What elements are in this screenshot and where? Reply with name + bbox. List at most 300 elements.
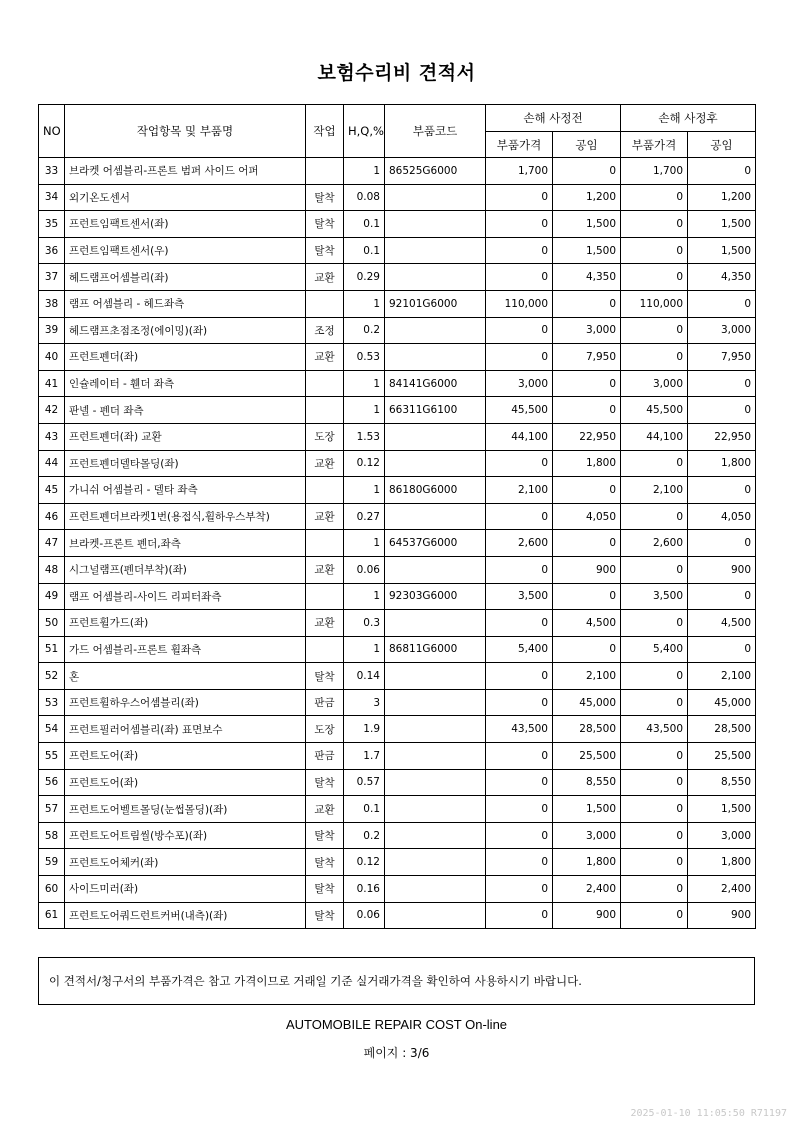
row-before-part-price: 110,000 bbox=[486, 290, 553, 317]
row-item-name: 인슐레이터 - 휀더 좌측 bbox=[65, 370, 306, 397]
row-hq: 0.27 bbox=[344, 503, 385, 530]
row-after-part-price: 1,700 bbox=[621, 158, 688, 185]
row-part-code: 86525G6000 bbox=[385, 158, 486, 185]
row-item-name: 혼 bbox=[65, 663, 306, 690]
header-item: 작업항목 및 부품명 bbox=[65, 105, 306, 158]
row-part-code bbox=[385, 423, 486, 450]
row-hq: 0.2 bbox=[344, 317, 385, 344]
row-after-labor: 3,000 bbox=[688, 317, 756, 344]
row-before-labor: 0 bbox=[553, 530, 621, 557]
row-after-labor: 0 bbox=[688, 397, 756, 424]
row-work: 탈착 bbox=[306, 822, 344, 849]
row-no: 34 bbox=[39, 184, 65, 211]
row-hq: 0.29 bbox=[344, 264, 385, 291]
row-after-part-price: 0 bbox=[621, 450, 688, 477]
row-item-name: 프런트도어쿼드런트커버(내측)(좌) bbox=[65, 902, 306, 929]
row-work: 교환 bbox=[306, 503, 344, 530]
row-hq: 0.06 bbox=[344, 902, 385, 929]
row-hq: 0.12 bbox=[344, 450, 385, 477]
row-part-code bbox=[385, 317, 486, 344]
row-before-labor: 3,000 bbox=[553, 822, 621, 849]
header-work: 작업 bbox=[306, 105, 344, 158]
table-row bbox=[39, 423, 756, 450]
row-part-code bbox=[385, 769, 486, 796]
table-row bbox=[39, 477, 756, 504]
table-row bbox=[39, 158, 756, 185]
row-part-code bbox=[385, 556, 486, 583]
row-part-code: 86180G6000 bbox=[385, 477, 486, 504]
row-work: 탈착 bbox=[306, 237, 344, 264]
row-hq: 1.9 bbox=[344, 716, 385, 743]
row-before-part-price: 0 bbox=[486, 264, 553, 291]
row-part-code bbox=[385, 663, 486, 690]
row-before-part-price: 0 bbox=[486, 822, 553, 849]
table-row bbox=[39, 583, 756, 610]
row-after-part-price: 43,500 bbox=[621, 716, 688, 743]
row-no: 36 bbox=[39, 237, 65, 264]
row-item-name: 프런트펜더브라켓1번(용접식,휠하우스부착) bbox=[65, 503, 306, 530]
row-hq: 0.08 bbox=[344, 184, 385, 211]
estimate-table bbox=[38, 104, 756, 929]
row-before-labor: 45,000 bbox=[553, 689, 621, 716]
header-after-labor: 공임 bbox=[688, 132, 756, 158]
row-no: 49 bbox=[39, 583, 65, 610]
row-item-name: 가니쉬 어셈블리 - 델타 좌측 bbox=[65, 477, 306, 504]
row-after-labor: 1,800 bbox=[688, 849, 756, 876]
row-work: 탈착 bbox=[306, 184, 344, 211]
row-work: 탈착 bbox=[306, 663, 344, 690]
row-item-name: 브라켓-프론트 펜더,좌측 bbox=[65, 530, 306, 557]
row-part-code bbox=[385, 610, 486, 637]
table-row bbox=[39, 902, 756, 929]
row-hq: 1 bbox=[344, 370, 385, 397]
row-after-labor: 0 bbox=[688, 530, 756, 557]
row-work: 도장 bbox=[306, 423, 344, 450]
row-item-name: 프런트임팩트센서(우) bbox=[65, 237, 306, 264]
row-after-labor: 2,400 bbox=[688, 876, 756, 903]
row-part-code: 92101G6000 bbox=[385, 290, 486, 317]
row-no: 50 bbox=[39, 610, 65, 637]
table-row bbox=[39, 237, 756, 264]
row-no: 43 bbox=[39, 423, 65, 450]
row-before-labor: 0 bbox=[553, 370, 621, 397]
row-after-part-price: 45,500 bbox=[621, 397, 688, 424]
footer-brand: AUTOMOBILE REPAIR COST On-line bbox=[285, 1017, 508, 1032]
table-row bbox=[39, 264, 756, 291]
row-no: 55 bbox=[39, 743, 65, 770]
row-after-labor: 900 bbox=[688, 902, 756, 929]
row-hq: 0.1 bbox=[344, 237, 385, 264]
row-hq: 1.7 bbox=[344, 743, 385, 770]
row-item-name: 프런트도어(좌) bbox=[65, 769, 306, 796]
row-part-code bbox=[385, 344, 486, 371]
row-after-part-price: 0 bbox=[621, 317, 688, 344]
row-after-labor: 4,500 bbox=[688, 610, 756, 637]
table-row bbox=[39, 822, 756, 849]
row-before-labor: 1,500 bbox=[553, 211, 621, 238]
row-before-labor: 8,550 bbox=[553, 769, 621, 796]
row-part-code bbox=[385, 876, 486, 903]
row-item-name: 헤드램프어셈블리(좌) bbox=[65, 264, 306, 291]
row-before-labor: 28,500 bbox=[553, 716, 621, 743]
header-before-labor: 공임 bbox=[553, 132, 621, 158]
row-part-code bbox=[385, 849, 486, 876]
row-part-code bbox=[385, 689, 486, 716]
row-after-labor: 1,500 bbox=[688, 211, 756, 238]
row-after-labor: 7,950 bbox=[688, 344, 756, 371]
row-part-code bbox=[385, 264, 486, 291]
row-after-labor: 0 bbox=[688, 158, 756, 185]
row-work: 판금 bbox=[306, 743, 344, 770]
row-before-part-price: 0 bbox=[486, 184, 553, 211]
row-work: 교환 bbox=[306, 450, 344, 477]
header-before-part-price: 부품가격 bbox=[486, 132, 553, 158]
row-no: 56 bbox=[39, 769, 65, 796]
row-hq: 0.12 bbox=[344, 849, 385, 876]
row-no: 54 bbox=[39, 716, 65, 743]
row-after-labor: 1,800 bbox=[688, 450, 756, 477]
row-no: 40 bbox=[39, 344, 65, 371]
row-hq: 0.16 bbox=[344, 876, 385, 903]
row-part-code bbox=[385, 796, 486, 823]
row-after-part-price: 3,500 bbox=[621, 583, 688, 610]
row-work: 탈착 bbox=[306, 769, 344, 796]
row-after-labor: 1,500 bbox=[688, 796, 756, 823]
table-row bbox=[39, 796, 756, 823]
row-hq: 1 bbox=[344, 583, 385, 610]
row-after-part-price: 44,100 bbox=[621, 423, 688, 450]
header-after: 손해 사정후 bbox=[621, 105, 756, 132]
row-after-part-price: 110,000 bbox=[621, 290, 688, 317]
row-before-part-price: 0 bbox=[486, 317, 553, 344]
row-work bbox=[306, 583, 344, 610]
row-no: 47 bbox=[39, 530, 65, 557]
table-row bbox=[39, 317, 756, 344]
table-row bbox=[39, 663, 756, 690]
row-after-part-price: 2,100 bbox=[621, 477, 688, 504]
row-no: 33 bbox=[39, 158, 65, 185]
row-after-part-price: 0 bbox=[621, 184, 688, 211]
row-work: 교환 bbox=[306, 796, 344, 823]
row-after-part-price: 0 bbox=[621, 610, 688, 637]
row-item-name: 외기온도센서 bbox=[65, 184, 306, 211]
row-after-labor: 22,950 bbox=[688, 423, 756, 450]
row-before-part-price: 0 bbox=[486, 769, 553, 796]
row-item-name: 램프 어셈블리-사이드 리피터좌측 bbox=[65, 583, 306, 610]
row-before-labor: 4,050 bbox=[553, 503, 621, 530]
notice-box bbox=[38, 957, 755, 1005]
row-hq: 1.53 bbox=[344, 423, 385, 450]
row-no: 35 bbox=[39, 211, 65, 238]
row-after-labor: 45,000 bbox=[688, 689, 756, 716]
row-after-part-price: 0 bbox=[621, 556, 688, 583]
row-item-name: 가드 어셈블리-프론트 휠좌측 bbox=[65, 636, 306, 663]
table-row bbox=[39, 636, 756, 663]
table-row bbox=[39, 211, 756, 238]
row-after-part-price: 0 bbox=[621, 237, 688, 264]
row-item-name: 프런트필러어셈블리(좌) 표면보수 bbox=[65, 716, 306, 743]
row-part-code bbox=[385, 503, 486, 530]
row-before-labor: 0 bbox=[553, 290, 621, 317]
row-after-part-price: 0 bbox=[621, 876, 688, 903]
row-after-part-price: 0 bbox=[621, 344, 688, 371]
row-after-part-price: 0 bbox=[621, 663, 688, 690]
row-after-labor: 4,350 bbox=[688, 264, 756, 291]
table-row bbox=[39, 184, 756, 211]
row-item-name: 프런트도어(좌) bbox=[65, 743, 306, 770]
row-hq: 1 bbox=[344, 636, 385, 663]
row-hq: 1 bbox=[344, 290, 385, 317]
row-before-labor: 2,400 bbox=[553, 876, 621, 903]
table-row bbox=[39, 716, 756, 743]
row-hq: 3 bbox=[344, 689, 385, 716]
row-after-labor: 25,500 bbox=[688, 743, 756, 770]
row-after-labor: 3,000 bbox=[688, 822, 756, 849]
row-after-part-price: 0 bbox=[621, 743, 688, 770]
row-no: 39 bbox=[39, 317, 65, 344]
table-row bbox=[39, 769, 756, 796]
row-hq: 1 bbox=[344, 158, 385, 185]
document-title: 보험수리비 견적서 bbox=[317, 62, 476, 84]
row-before-labor: 0 bbox=[553, 158, 621, 185]
row-work: 교환 bbox=[306, 264, 344, 291]
row-hq: 0.1 bbox=[344, 211, 385, 238]
row-item-name: 브라켓 어셈블리-프론트 범퍼 사이드 어퍼 bbox=[65, 158, 306, 185]
row-after-part-price: 0 bbox=[621, 211, 688, 238]
row-before-part-price: 0 bbox=[486, 743, 553, 770]
row-work bbox=[306, 290, 344, 317]
row-item-name: 프런트펜더(좌) 교환 bbox=[65, 423, 306, 450]
row-part-code bbox=[385, 743, 486, 770]
page-number: 페이지 : 3/6 bbox=[363, 1046, 430, 1060]
header-before: 손해 사정전 bbox=[486, 105, 621, 132]
row-before-labor: 22,950 bbox=[553, 423, 621, 450]
row-before-labor: 4,500 bbox=[553, 610, 621, 637]
row-no: 41 bbox=[39, 370, 65, 397]
row-no: 48 bbox=[39, 556, 65, 583]
table-row bbox=[39, 503, 756, 530]
row-after-part-price: 5,400 bbox=[621, 636, 688, 663]
row-no: 45 bbox=[39, 477, 65, 504]
row-part-code bbox=[385, 716, 486, 743]
row-hq: 1 bbox=[344, 530, 385, 557]
row-before-part-price: 0 bbox=[486, 689, 553, 716]
row-before-labor: 3,000 bbox=[553, 317, 621, 344]
row-item-name: 램프 어셈블리 - 헤드좌측 bbox=[65, 290, 306, 317]
table-row bbox=[39, 530, 756, 557]
row-no: 61 bbox=[39, 902, 65, 929]
row-before-part-price: 43,500 bbox=[486, 716, 553, 743]
row-before-part-price: 0 bbox=[486, 849, 553, 876]
row-before-part-price: 2,100 bbox=[486, 477, 553, 504]
row-work: 교환 bbox=[306, 556, 344, 583]
row-after-labor: 2,100 bbox=[688, 663, 756, 690]
table-row bbox=[39, 290, 756, 317]
row-after-labor: 900 bbox=[688, 556, 756, 583]
row-work: 탈착 bbox=[306, 902, 344, 929]
row-work: 교환 bbox=[306, 344, 344, 371]
row-work bbox=[306, 370, 344, 397]
row-part-code bbox=[385, 184, 486, 211]
row-part-code: 92303G6000 bbox=[385, 583, 486, 610]
row-before-part-price: 45,500 bbox=[486, 397, 553, 424]
row-after-labor: 8,550 bbox=[688, 769, 756, 796]
table-body bbox=[39, 158, 756, 929]
row-after-labor: 4,050 bbox=[688, 503, 756, 530]
row-before-part-price: 0 bbox=[486, 237, 553, 264]
row-after-part-price: 0 bbox=[621, 769, 688, 796]
row-before-labor: 0 bbox=[553, 477, 621, 504]
table-row bbox=[39, 610, 756, 637]
row-no: 57 bbox=[39, 796, 65, 823]
row-work bbox=[306, 397, 344, 424]
row-before-labor: 2,100 bbox=[553, 663, 621, 690]
row-before-labor: 0 bbox=[553, 397, 621, 424]
row-hq: 1 bbox=[344, 397, 385, 424]
row-item-name: 프런트펜더델타몰딩(좌) bbox=[65, 450, 306, 477]
row-before-part-price: 0 bbox=[486, 344, 553, 371]
row-hq: 0.06 bbox=[344, 556, 385, 583]
row-before-part-price: 0 bbox=[486, 211, 553, 238]
row-item-name: 시그널램프(펜더부착)(좌) bbox=[65, 556, 306, 583]
row-before-part-price: 3,000 bbox=[486, 370, 553, 397]
row-hq: 1 bbox=[344, 477, 385, 504]
row-after-labor: 0 bbox=[688, 290, 756, 317]
row-work: 탈착 bbox=[306, 211, 344, 238]
row-before-labor: 1,800 bbox=[553, 450, 621, 477]
row-part-code bbox=[385, 237, 486, 264]
row-part-code bbox=[385, 450, 486, 477]
row-work: 조정 bbox=[306, 317, 344, 344]
row-before-labor: 0 bbox=[553, 583, 621, 610]
row-no: 38 bbox=[39, 290, 65, 317]
row-after-labor: 0 bbox=[688, 477, 756, 504]
row-part-code: 66311G6100 bbox=[385, 397, 486, 424]
row-work bbox=[306, 530, 344, 557]
row-before-labor: 7,950 bbox=[553, 344, 621, 371]
row-hq: 0.2 bbox=[344, 822, 385, 849]
table-row bbox=[39, 689, 756, 716]
row-item-name: 사이드미러(좌) bbox=[65, 876, 306, 903]
row-hq: 0.1 bbox=[344, 796, 385, 823]
row-after-part-price: 0 bbox=[621, 849, 688, 876]
row-item-name: 프런트도어트림씰(방수포)(좌) bbox=[65, 822, 306, 849]
row-before-labor: 1,800 bbox=[553, 849, 621, 876]
row-work bbox=[306, 158, 344, 185]
row-part-code: 86811G6000 bbox=[385, 636, 486, 663]
row-work: 탈착 bbox=[306, 849, 344, 876]
table-row bbox=[39, 344, 756, 371]
row-hq: 0.53 bbox=[344, 344, 385, 371]
row-after-part-price: 0 bbox=[621, 689, 688, 716]
row-before-part-price: 0 bbox=[486, 450, 553, 477]
row-no: 42 bbox=[39, 397, 65, 424]
row-before-part-price: 5,400 bbox=[486, 636, 553, 663]
row-after-part-price: 2,600 bbox=[621, 530, 688, 557]
row-work bbox=[306, 636, 344, 663]
row-work: 탈착 bbox=[306, 876, 344, 903]
row-part-code bbox=[385, 822, 486, 849]
row-before-labor: 1,500 bbox=[553, 796, 621, 823]
row-after-part-price: 0 bbox=[621, 264, 688, 291]
row-item-name: 프런트도어벨트몰딩(눈썹몰딩)(좌) bbox=[65, 796, 306, 823]
table-row bbox=[39, 450, 756, 477]
notice-text: 이 견적서/청구서의 부품가격은 참고 가격이므로 거래일 기준 실거래가격을 확인하여 사용하시기 바랍니다. bbox=[49, 974, 582, 988]
row-before-labor: 1,500 bbox=[553, 237, 621, 264]
row-work bbox=[306, 477, 344, 504]
header-no: NO bbox=[39, 105, 65, 158]
row-before-labor: 25,500 bbox=[553, 743, 621, 770]
header-code: 부품코드 bbox=[385, 105, 486, 158]
row-work: 판금 bbox=[306, 689, 344, 716]
row-before-labor: 900 bbox=[553, 556, 621, 583]
table-row bbox=[39, 849, 756, 876]
row-part-code: 84141G6000 bbox=[385, 370, 486, 397]
row-after-part-price: 0 bbox=[621, 503, 688, 530]
row-item-name: 헤드램프초점조정(에이밍)(좌) bbox=[65, 317, 306, 344]
row-no: 59 bbox=[39, 849, 65, 876]
row-after-labor: 1,200 bbox=[688, 184, 756, 211]
row-after-labor: 28,500 bbox=[688, 716, 756, 743]
row-no: 58 bbox=[39, 822, 65, 849]
row-after-labor: 1,500 bbox=[688, 237, 756, 264]
row-before-labor: 900 bbox=[553, 902, 621, 929]
row-no: 44 bbox=[39, 450, 65, 477]
row-no: 52 bbox=[39, 663, 65, 690]
row-after-part-price: 0 bbox=[621, 902, 688, 929]
table-row bbox=[39, 876, 756, 903]
row-before-part-price: 1,700 bbox=[486, 158, 553, 185]
row-after-labor: 0 bbox=[688, 370, 756, 397]
row-item-name: 프런트도어체커(좌) bbox=[65, 849, 306, 876]
table-row bbox=[39, 397, 756, 424]
row-no: 51 bbox=[39, 636, 65, 663]
row-after-labor: 0 bbox=[688, 636, 756, 663]
row-item-name: 프런트휠가드(좌) bbox=[65, 610, 306, 637]
table-row bbox=[39, 556, 756, 583]
row-item-name: 프런트임팩트센서(좌) bbox=[65, 211, 306, 238]
header-hq: H,Q,% bbox=[344, 105, 385, 158]
row-before-labor: 4,350 bbox=[553, 264, 621, 291]
row-before-part-price: 44,100 bbox=[486, 423, 553, 450]
row-hq: 0.14 bbox=[344, 663, 385, 690]
row-work: 교환 bbox=[306, 610, 344, 637]
row-no: 37 bbox=[39, 264, 65, 291]
row-before-part-price: 3,500 bbox=[486, 583, 553, 610]
row-item-name: 프런트휠하우스어셈블리(좌) bbox=[65, 689, 306, 716]
row-no: 60 bbox=[39, 876, 65, 903]
row-hq: 0.57 bbox=[344, 769, 385, 796]
row-item-name: 프런트펜더(좌) bbox=[65, 344, 306, 371]
row-work: 도장 bbox=[306, 716, 344, 743]
print-timestamp: 2025-01-10 11:05:50 R71197 bbox=[630, 1108, 787, 1119]
row-before-labor: 0 bbox=[553, 636, 621, 663]
row-no: 53 bbox=[39, 689, 65, 716]
row-after-part-price: 0 bbox=[621, 822, 688, 849]
row-before-part-price: 0 bbox=[486, 902, 553, 929]
table-row bbox=[39, 370, 756, 397]
row-item-name: 판넬 - 펜더 좌측 bbox=[65, 397, 306, 424]
header-after-part-price: 부품가격 bbox=[621, 132, 688, 158]
row-part-code bbox=[385, 211, 486, 238]
row-no: 46 bbox=[39, 503, 65, 530]
row-part-code bbox=[385, 902, 486, 929]
row-part-code: 64537G6000 bbox=[385, 530, 486, 557]
row-after-part-price: 0 bbox=[621, 796, 688, 823]
row-before-part-price: 2,600 bbox=[486, 530, 553, 557]
row-before-part-price: 0 bbox=[486, 610, 553, 637]
row-before-part-price: 0 bbox=[486, 503, 553, 530]
